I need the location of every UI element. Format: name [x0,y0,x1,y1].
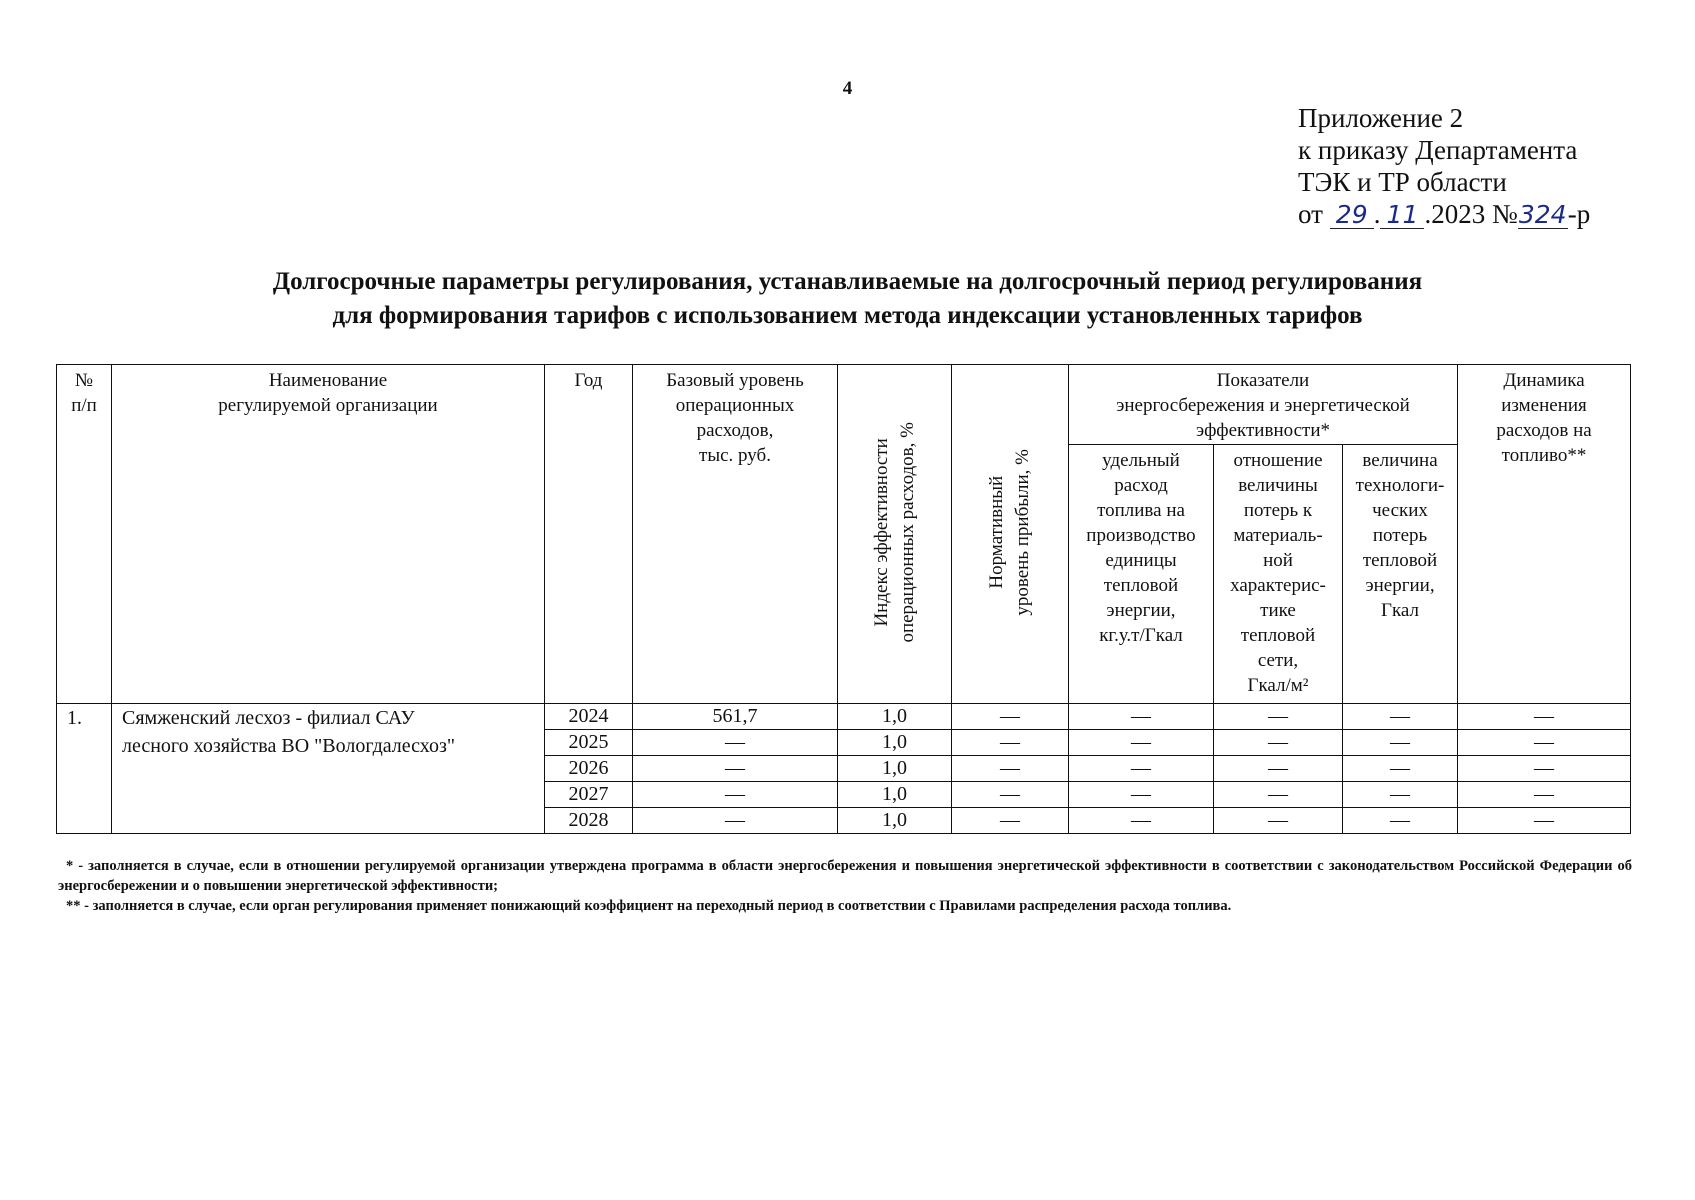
cell-dynamics: — [1458,730,1631,756]
cell-year: 2025 [545,730,633,756]
cell-losses: — [1343,808,1458,834]
header-fuel-dynamics: Динамика изменения расходов на топливо** [1458,365,1631,704]
cell-ratio: — [1214,704,1343,730]
title-line-1: Долгосрочные параметры регулирования, устанавливаемые на долгосрочный период регулирования [272,268,1423,295]
cell-year: 2027 [545,782,633,808]
cell-year: 2024 [545,704,633,730]
header-org-name: Наименование регулируемой организации [112,365,545,704]
cell-base: — [633,808,838,834]
cell-fuel: — [1069,704,1214,730]
cell-ratio: — [1214,782,1343,808]
cell-ratio: — [1214,808,1343,834]
cell-year: 2026 [545,756,633,782]
cell-profit: — [952,704,1069,730]
cell-ratio: — [1214,756,1343,782]
appendix-line-2: к приказу Департамента [1298,135,1578,165]
organization-name: Сямженский лесхоз - филиал САУ лесного хозяйства ВО "Вологдалесхоз" [112,704,545,834]
cell-losses: — [1343,782,1458,808]
header-efficiency-index [838,365,952,704]
cell-losses: — [1343,704,1458,730]
cell-ratio: — [1214,730,1343,756]
cell-fuel: — [1069,808,1214,834]
appendix-block [1298,102,1590,230]
cell-base: 561,7 [633,704,838,730]
cell-fuel: — [1069,782,1214,808]
cell-dynamics: — [1458,704,1631,730]
order-suffix: -р [1567,199,1591,229]
header-num: № п/п [57,365,112,704]
header-profit-level-text: Нормативный уровень прибыли, % [986,448,1033,616]
header-year: Год [545,365,633,704]
header-loss-ratio: отношение величины потерь к материаль- ной характерис- тике тепловой сети, Гкал/м² [1214,445,1343,704]
header-tech-losses: величина технологи- ческих потерь тепловой энергии, Гкал [1343,445,1458,704]
date-prefix: от [1298,199,1323,229]
header-specific-fuel: удельный расход топлива на производство единицы тепловой энергии, кг.у.т/Гкал [1069,445,1214,704]
row-number: 1. [57,704,112,834]
cell-index: 1,0 [838,808,952,834]
cell-profit: — [952,756,1069,782]
cell-base: — [633,782,838,808]
cell-dynamics: — [1458,808,1631,834]
cell-base: — [633,730,838,756]
cell-profit: — [952,730,1069,756]
date-dot: . [1373,199,1381,229]
cell-year: 2028 [545,808,633,834]
cell-index: 1,0 [838,730,952,756]
handwritten-month: 11 [1380,202,1424,229]
cell-dynamics: — [1458,782,1631,808]
appendix-date-line [1298,198,1590,230]
handwritten-day: 29 [1330,202,1374,229]
handwritten-order-number: 324 [1518,200,1567,229]
page-number: 4 [842,78,853,99]
cell-losses: — [1343,756,1458,782]
date-year-number-sign: .2023 № [1424,199,1518,229]
cell-index: 1,0 [838,704,952,730]
cell-losses: — [1343,730,1458,756]
cell-base: — [633,756,838,782]
parameters-table [56,364,1631,834]
appendix-line-3: ТЭК и ТР области [1298,167,1507,197]
footnote-1: * - заполняется в случае, если в отношении регулируемой организации утверждена программа в области энергосбережения и повышения энергетической эффективности в соответствии с законодательством Российской Федерации об энергосбережении и о повышении энергетической эффективности; [58,858,1632,894]
document-title [0,265,1695,333]
title-line-2: для формирования тарифов с использованием метода индексации установленных тарифов [332,302,1363,329]
header-profit-level [952,365,1069,704]
cell-index: 1,0 [838,756,952,782]
header-energy-group: Показатели энергосбережения и энергетической эффективности* [1069,365,1458,445]
cell-fuel: — [1069,756,1214,782]
cell-dynamics: — [1458,756,1631,782]
header-efficiency-index-text: Индекс эффективности операционных расходов, % [870,421,918,643]
cell-profit: — [952,782,1069,808]
cell-profit: — [952,808,1069,834]
appendix-line-1: Приложение 2 [1298,103,1464,133]
cell-index: 1,0 [838,782,952,808]
footnote-2: ** - заполняется в случае, если орган регулирования применяет понижающий коэффициент на переходный период в соответствии с Правилами распределения расхода топлива. [66,898,1232,914]
footnotes [58,856,1632,916]
header-base-level: Базовый уровень операционных расходов, тыс. руб. [633,365,838,704]
cell-fuel: — [1069,730,1214,756]
